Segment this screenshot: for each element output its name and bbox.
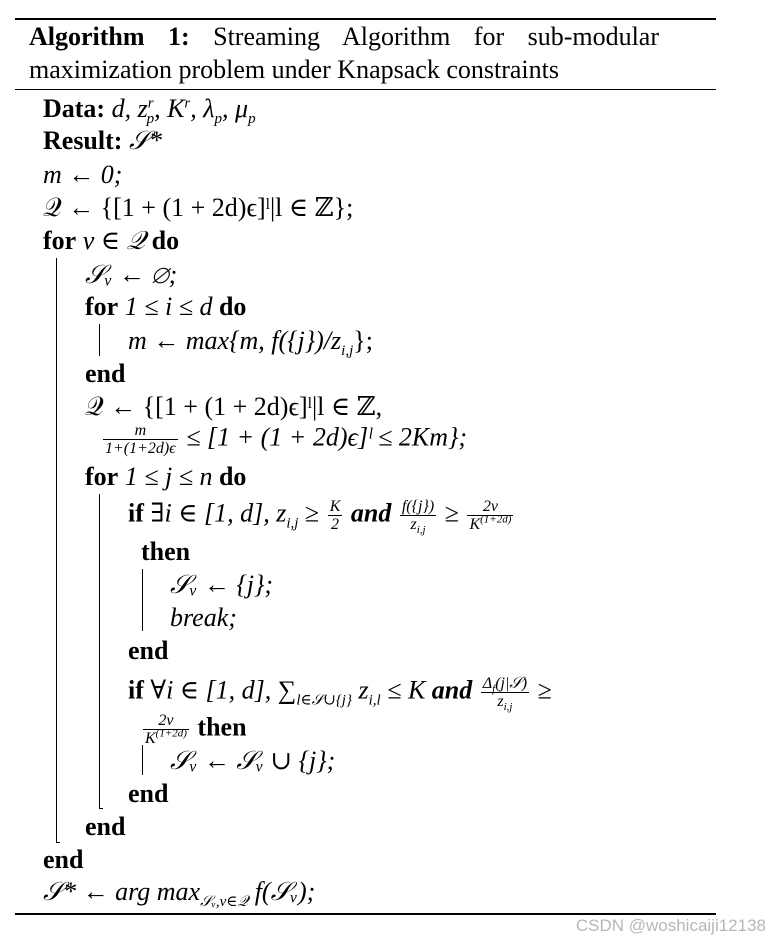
do-keyword: do (151, 226, 180, 255)
break-line: break; (170, 603, 237, 632)
if2-line-cont (141, 712, 247, 747)
for-i-block-bar (99, 324, 100, 356)
end-if1: end (128, 636, 169, 665)
for-j-line: for 1 ≤ j ≤ n do (85, 462, 247, 491)
algorithm-title (29, 20, 659, 86)
end-for-i: end (85, 359, 126, 388)
final-line: 𝒮* ← arg $\max_{𝒮ᵥ,v\in 𝒬}$ f(𝒮ᵥ); (43, 877, 316, 911)
q-frac: $\frac{m}{1+(1+2d)\epsilon}$ (105, 422, 176, 457)
fj-frac: $\frac{f(\{j\})}{z_{i,j}}$ (401, 498, 435, 537)
for-j-block-bar (99, 494, 100, 808)
result-line (43, 126, 162, 156)
data-vars: d, $z^r_p$, $K^r$, $\lambda_p$, $\mu_p$ (111, 94, 256, 128)
if1-block-bar (142, 569, 143, 631)
and-keyword: and (350, 498, 392, 528)
algorithm-heading: Algorithm 1: (29, 22, 190, 51)
watermark: CSDN @woshicaiji12138 (575, 916, 766, 935)
s-init-line: 𝒮ᵥ ← ∅; (85, 260, 178, 289)
for-v-block-tick (56, 842, 60, 843)
for-v-condition: v ∈ 𝒬 (82, 226, 146, 255)
data-line (43, 94, 256, 128)
end-for-v: end (43, 845, 84, 874)
if1-line: if ∃i ∈ [1, d], $z_{i,j}$ ≥ $\frac{K}{2}$ and $\frac{f(\{j\})}{z_{i,j}}$ ≥ $\frac{2v}{K^{(1+2d)}}$ (128, 498, 512, 537)
q-redef-line1: 𝒬 ← {[1 + (1 + 2d)ϵ]ˡ|l ∈ ℤ, (85, 392, 383, 421)
for-j-block-tick (99, 808, 103, 809)
if2-line: if ∀i ∈ [1, d], $\sum_{l\in 𝒮\cup\{j\}}$ $z_{i,l} \le K$ and $\frac{\Delta_f(j|𝒮)}{z_{i,j}}$ ≥ (128, 675, 552, 714)
for-keyword: for (43, 226, 77, 255)
if2-block-bar (142, 745, 143, 775)
algorithm-caption: Streaming Algorithm for sub-modular maximization problem under Knapsack constraints (29, 22, 659, 84)
for-i-condition: 1 ≤ i ≤ d (124, 292, 213, 321)
two-v-frac-2: $\frac{2v}{K^{(1+2d)}}$ (145, 712, 187, 747)
end-for-j: end (85, 812, 126, 841)
k-half-frac: $\frac{K}{2}$ (329, 498, 341, 533)
m-init-line: m ← 0; (43, 160, 123, 189)
s-union-line: 𝒮ᵥ ← 𝒮ᵥ ∪ {j}; (170, 746, 336, 775)
two-v-frac: $\frac{2v}{K^{(1+2d)}}$ (469, 498, 512, 533)
end-if2: end (128, 779, 169, 808)
bottom-rule (15, 913, 716, 915)
for-v-line (43, 226, 179, 256)
s-assign-j-line: 𝒮ᵥ ← {j}; (170, 570, 274, 599)
result-var: 𝒮* (128, 126, 163, 155)
q-def-line: 𝒬 ← {[1 + (1 + 2d)ϵ]ˡ|l ∈ ℤ}; (43, 193, 354, 222)
for-v-block-bar (56, 258, 57, 842)
if-keyword: if (128, 498, 144, 528)
m-update-line: m ← max{m, $f(\{j\})/z_{i,j}$}; (128, 326, 373, 360)
result-keyword: Result: (43, 126, 123, 155)
delta-frac: $\frac{\Delta_f(j|𝒮)}{z_{i,j}}$ (482, 675, 528, 714)
for-j-condition: 1 ≤ j ≤ n (124, 462, 213, 491)
for-i-line: for 1 ≤ i ≤ d do (85, 292, 247, 321)
title-rule (15, 89, 716, 90)
then-keyword-2: then (197, 712, 247, 742)
q-redef-line2: $\frac{m}{1+(1+2d)\epsilon}$ ≤ [1 + (1 + 2d)ϵ]ˡ ≤ 2Km}; (105, 422, 468, 457)
data-keyword: Data: (43, 94, 106, 123)
then-keyword-1: then (141, 537, 191, 566)
